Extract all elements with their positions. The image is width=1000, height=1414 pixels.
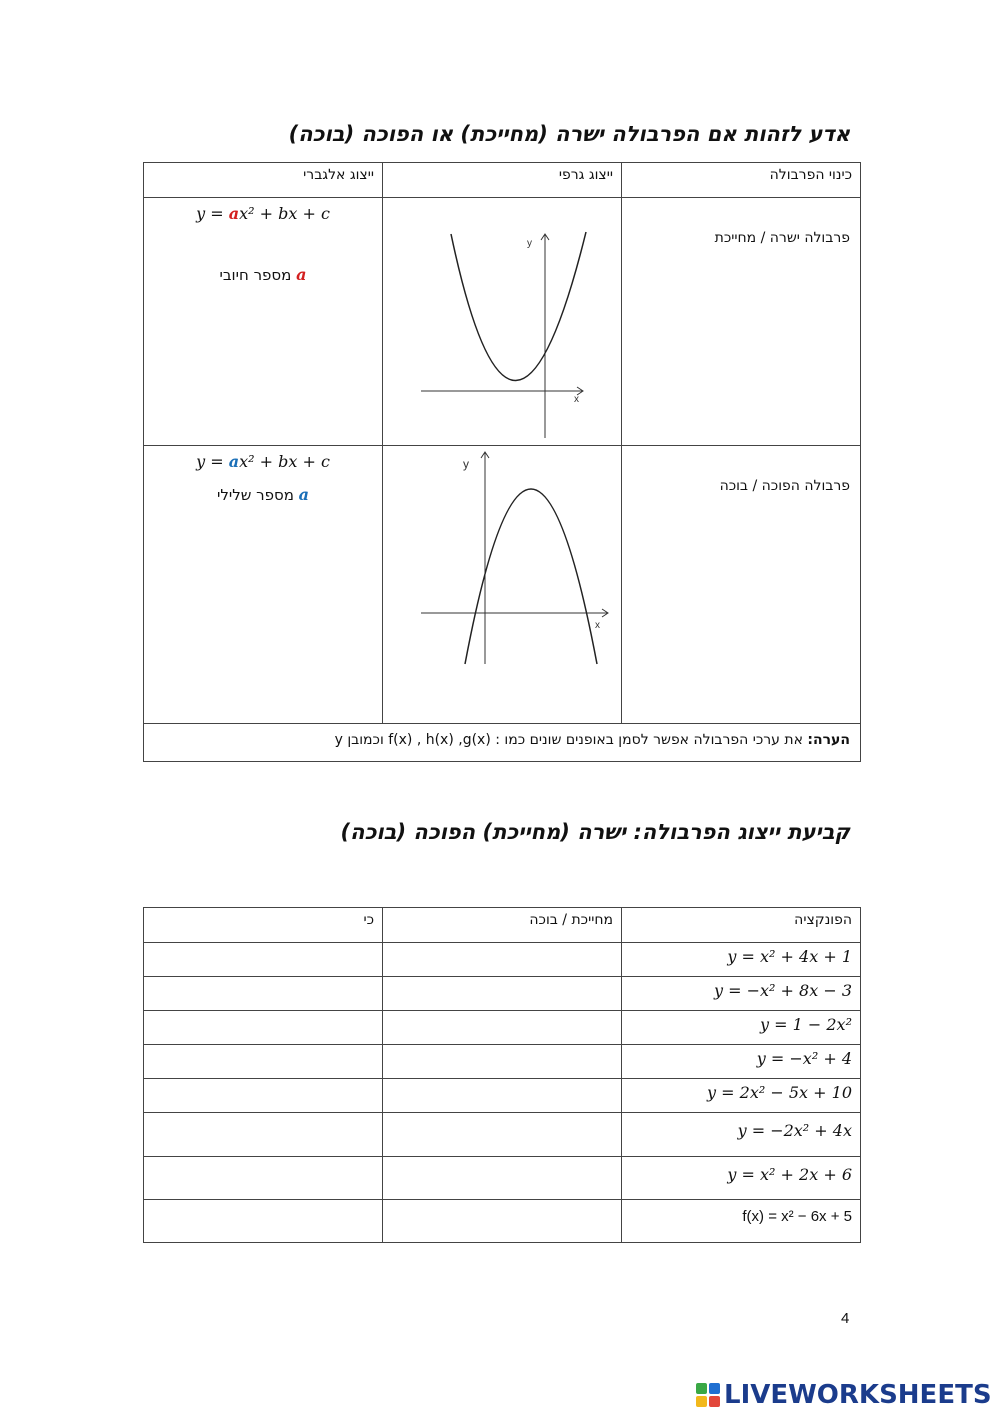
formula-coef: a bbox=[228, 204, 240, 223]
coef-text: מספר חיובי bbox=[219, 266, 297, 284]
parabola-types-table bbox=[143, 162, 861, 762]
smile-cry-answer-cell[interactable] bbox=[383, 1157, 622, 1200]
table-row bbox=[144, 1045, 861, 1079]
function-cell: y = −x² + 8x − 3 bbox=[622, 977, 861, 1011]
liveworksheets-logo[interactable] bbox=[696, 1378, 992, 1412]
table-header-row bbox=[144, 908, 861, 943]
formula-coef: a bbox=[228, 452, 240, 471]
graph-downward-parabola bbox=[383, 446, 622, 719]
table-header-row bbox=[144, 163, 861, 198]
formula-downward bbox=[144, 452, 382, 471]
table-row bbox=[144, 943, 861, 977]
coef-text: מספר שלילי bbox=[216, 486, 299, 504]
smile-cry-answer-cell[interactable] bbox=[383, 1200, 622, 1243]
header-graphic: ייצוג גרפי bbox=[383, 163, 622, 198]
section-title-classify: קביעת ייצוג הפרבולה: ישרה (מחייכת) הפוכה (בוכה) bbox=[340, 820, 850, 844]
logo-squares-icon bbox=[696, 1383, 720, 1407]
smile-cry-answer-cell[interactable] bbox=[383, 1079, 622, 1113]
table-row bbox=[144, 1011, 861, 1045]
smile-cry-answer-cell[interactable] bbox=[383, 1113, 622, 1157]
because-answer-cell[interactable] bbox=[144, 1113, 383, 1157]
note-label: הערה: bbox=[807, 732, 850, 748]
because-answer-cell[interactable] bbox=[144, 1079, 383, 1113]
table-row bbox=[144, 1157, 861, 1200]
name-cell-upward: פרבולה ישרה / מחייכת bbox=[622, 198, 861, 446]
page-number: 4 bbox=[841, 1310, 850, 1327]
coef-label: a bbox=[296, 265, 307, 284]
because-answer-cell[interactable] bbox=[144, 1045, 383, 1079]
formula-prefix: y = bbox=[196, 452, 229, 471]
x-axis-label: x bbox=[574, 394, 579, 405]
logo-text: LIVEWORKSHEETS bbox=[724, 1380, 992, 1410]
formula-upward bbox=[144, 204, 382, 223]
note-cell bbox=[144, 724, 861, 762]
function-cell: y = −x² + 4 bbox=[622, 1045, 861, 1079]
note-text: את ערכי הפרבולה אפשר לסמן באופנים שונים כמו : f(x) , h(x) ,g(x) וכמובן y bbox=[334, 732, 808, 748]
function-cell: y = x² + 2x + 6 bbox=[622, 1157, 861, 1200]
table-row-downward bbox=[144, 446, 861, 724]
table-row-upward bbox=[144, 198, 861, 446]
y-axis-label: y bbox=[527, 238, 532, 249]
table-row bbox=[144, 1200, 861, 1243]
function-cell: y = 2x² − 5x + 10 bbox=[622, 1079, 861, 1113]
formula-prefix: y = bbox=[196, 204, 229, 223]
smile-cry-answer-cell[interactable] bbox=[383, 1011, 622, 1045]
function-cell: y = x² + 4x + 1 bbox=[622, 943, 861, 977]
table-row bbox=[144, 1079, 861, 1113]
y-axis-label: y bbox=[463, 457, 469, 471]
because-answer-cell[interactable] bbox=[144, 1011, 383, 1045]
classification-table bbox=[143, 907, 861, 1243]
because-answer-cell[interactable] bbox=[144, 1157, 383, 1200]
table-note-row bbox=[144, 724, 861, 762]
graph-upward-parabola bbox=[383, 198, 622, 441]
parabola-curve bbox=[451, 232, 586, 381]
x-axis-label: x bbox=[595, 620, 600, 631]
graph-cell-downward bbox=[383, 446, 622, 724]
formula-rest: x² + bx + c bbox=[239, 452, 330, 471]
header-because: כי bbox=[144, 908, 383, 943]
because-answer-cell[interactable] bbox=[144, 977, 383, 1011]
smile-cry-answer-cell[interactable] bbox=[383, 1045, 622, 1079]
coef-description-downward bbox=[144, 485, 382, 504]
because-answer-cell[interactable] bbox=[144, 1200, 383, 1243]
smile-cry-answer-cell[interactable] bbox=[383, 977, 622, 1011]
function-cell: y = 1 − 2x² bbox=[622, 1011, 861, 1045]
table-row bbox=[144, 977, 861, 1011]
because-answer-cell[interactable] bbox=[144, 943, 383, 977]
coef-description-upward bbox=[144, 265, 382, 284]
graph-cell-upward bbox=[383, 198, 622, 446]
function-cell: f(x) = x² − 6x + 5 bbox=[622, 1200, 861, 1243]
coef-label: a bbox=[298, 485, 310, 504]
header-algebraic: ייצוג אלגברי bbox=[144, 163, 383, 198]
name-cell-downward: פרבולה הפוכה / בוכה bbox=[622, 446, 861, 724]
header-smile-cry: מחייכת / בוכה bbox=[383, 908, 622, 943]
header-function: הפונקציה bbox=[622, 908, 861, 943]
table-row bbox=[144, 1113, 861, 1157]
header-name: כינוי הפרבולה bbox=[622, 163, 861, 198]
smile-cry-answer-cell[interactable] bbox=[383, 943, 622, 977]
function-cell: y = −2x² + 4x bbox=[622, 1113, 861, 1157]
algebraic-cell-upward bbox=[144, 198, 383, 446]
section-title-identify: אדע לזהות אם הפרבולה ישרה (מחייכת) או הפוכה (בוכה) bbox=[288, 122, 850, 146]
formula-rest: x² + bx + c bbox=[239, 204, 330, 223]
algebraic-cell-downward bbox=[144, 446, 383, 724]
